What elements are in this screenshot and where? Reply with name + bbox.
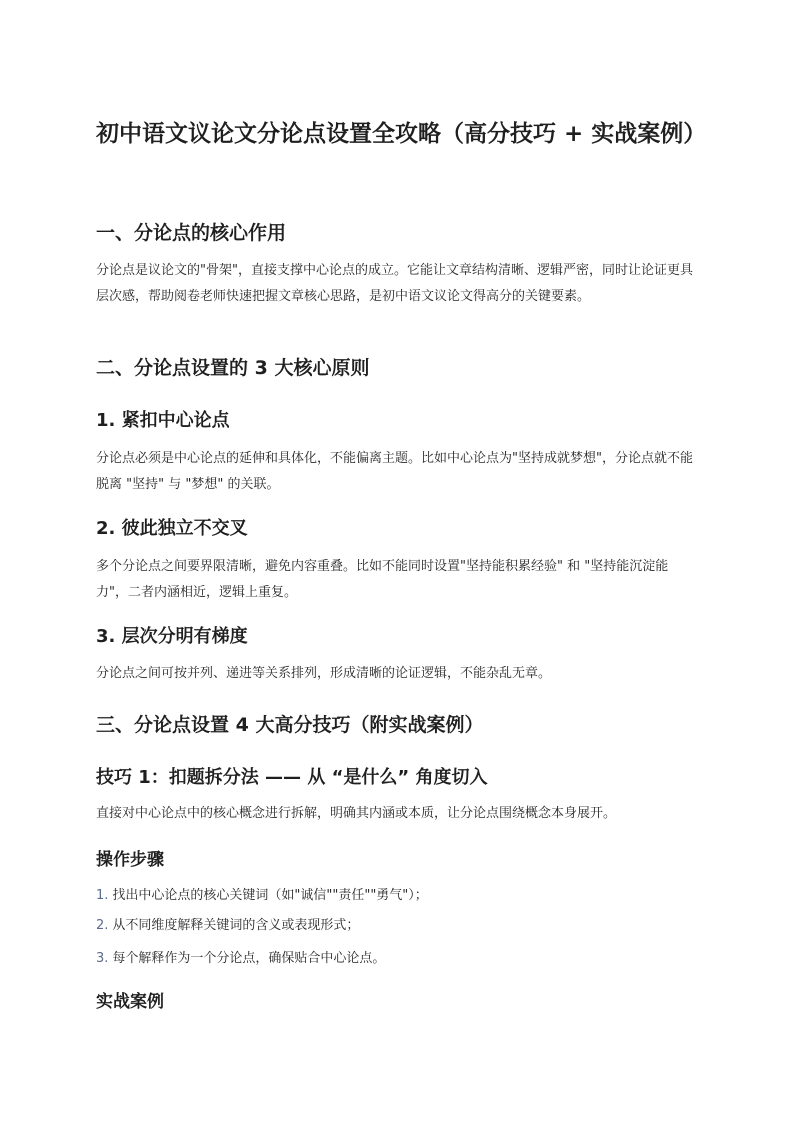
section-heading-core-role: 一、分论点的核心作用 xyxy=(96,222,287,244)
principle-heading-2: 2. 彼此独立不交叉 xyxy=(96,518,248,539)
principle-paragraph-3: 分论点之间可按并列、递进等关系排列，形成清晰的论证逻辑，不能杂乱无章。 xyxy=(96,666,552,681)
list-item xyxy=(96,915,359,937)
list-item xyxy=(96,885,428,907)
list-item-number: 1. xyxy=(96,888,109,903)
technique-paragraph-1: 直接对中心论点中的核心概念进行拆解，明确其内涵或本质，让分论点围绕概念本身展开。 xyxy=(96,806,617,821)
section-heading-techniques: 三、分论点设置 4 大高分技巧（附实战案例） xyxy=(96,714,484,736)
technique-heading-1: 技巧 1：扣题拆分法 —— 从 “是什么” 角度切入 xyxy=(96,767,488,788)
case-heading: 实战案例 xyxy=(96,992,164,1012)
list-item-text: 每个解释作为一个分论点，确保贴合中心论点。 xyxy=(112,951,386,966)
principle-paragraph-1: 分论点必须是中心论点的延伸和具体化，不能偏离主题。比如中心论点为"坚持成就梦想"，分论点就不能脱离 "坚持" 与 "梦想" 的关联。 xyxy=(96,451,693,492)
paragraph-core-role: 分论点是议论文的"骨架"，直接支撑中心论点的成立。它能让文章结构清晰、逻辑严密，同时让论证更具层次感，帮助阅卷老师快速把握文章核心思路，是初中语文议论文得高分的关键要素。 xyxy=(96,263,693,304)
section-heading-principles: 二、分论点设置的 3 大核心原则 xyxy=(96,357,370,379)
list-item-text: 从不同维度解释关键词的含义或表现形式； xyxy=(112,918,360,933)
list-item-text: 找出中心论点的核心关键词（如"诚信""责任""勇气"）； xyxy=(112,888,428,903)
document-title: 初中语文议论文分论点设置全攻略（高分技巧 + 实战案例） xyxy=(96,121,707,147)
steps-heading: 操作步骤 xyxy=(96,850,164,870)
list-item xyxy=(96,948,385,970)
principle-heading-1: 1. 紧扣中心论点 xyxy=(96,410,230,431)
list-item-number: 3. xyxy=(96,951,109,966)
principle-heading-3: 3. 层次分明有梯度 xyxy=(96,626,248,647)
list-item-number: 2. xyxy=(96,918,109,933)
principle-paragraph-2: 多个分论点之间要界限清晰，避免内容重叠。比如不能同时设置"坚持能积累经验" 和 "坚持能沉淀能力"，二者内涵相近，逻辑上重复。 xyxy=(96,559,669,600)
